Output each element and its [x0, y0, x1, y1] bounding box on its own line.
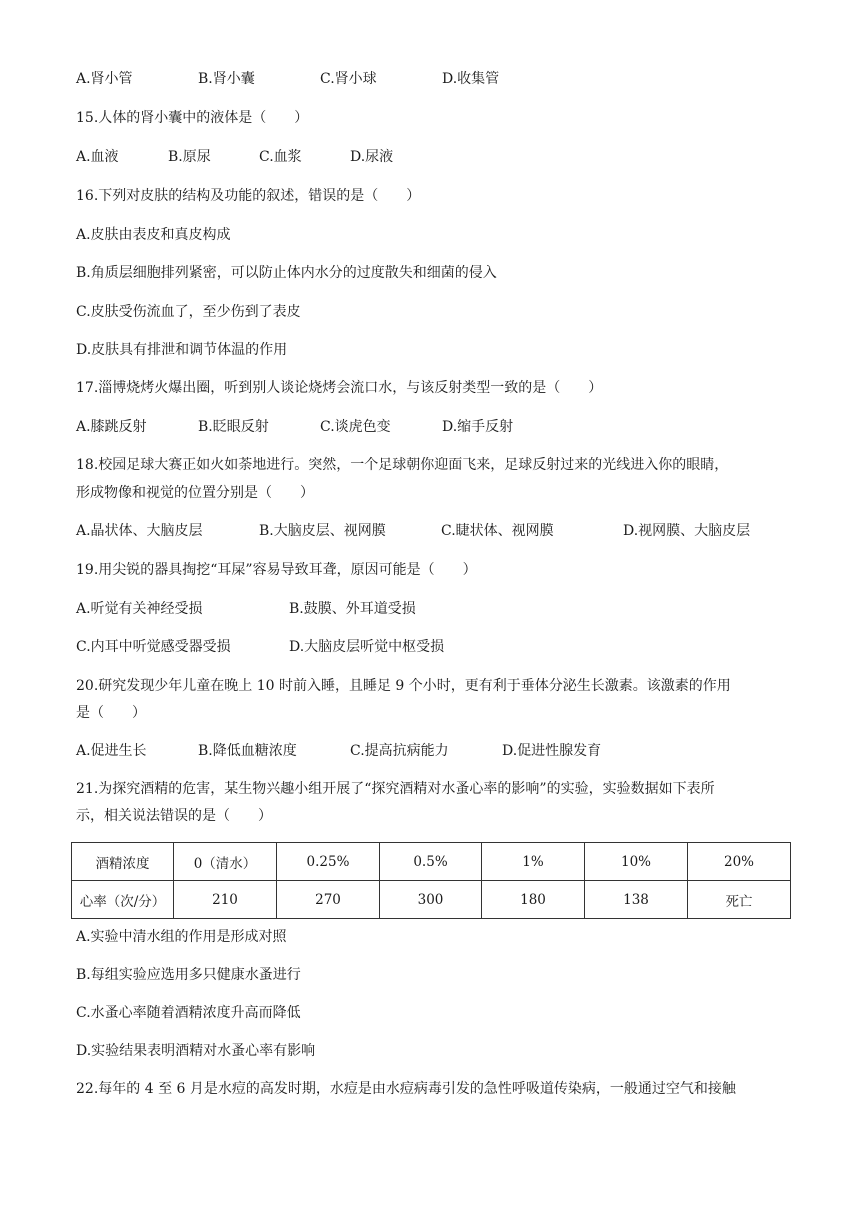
- q16-stem: 16.下列对皮肤的结构及功能的叙述，错误的是（ ）: [76, 188, 421, 204]
- table-cell: 20%: [688, 843, 791, 881]
- q16-option-b: B.角质层细胞排列紧密，可以防止体内水分的过度散失和细菌的侵入: [76, 265, 497, 281]
- q15-option-b: B.原尿: [168, 149, 211, 165]
- q19-option-b: B.鼓膜、外耳道受损: [289, 601, 416, 617]
- q18-option-b: B.大脑皮层、视网膜: [259, 523, 386, 539]
- q18-option-a: A.晶状体、大脑皮层: [76, 523, 203, 539]
- q14-option-a: A.肾小管: [76, 71, 133, 87]
- q18-option-c: C.睫状体、视网膜: [441, 523, 554, 539]
- q21-stem-line2: 示，相关说法错误的是（ ）: [76, 808, 272, 824]
- q20-option-b: B.降低血糖浓度: [198, 743, 297, 759]
- q19-option-c: C.内耳中听觉感受器受损: [76, 639, 231, 655]
- table-cell: 138: [585, 881, 688, 919]
- q17-option-d: D.缩手反射: [442, 419, 514, 435]
- q21-option-b: B.每组实验应选用多只健康水蚤进行: [76, 967, 301, 983]
- q14-option-d: D.收集管: [442, 71, 500, 87]
- q19-option-d: D.大脑皮层听觉中枢受损: [289, 639, 445, 655]
- q15-stem: 15.人体的肾小囊中的液体是（ ）: [76, 110, 309, 126]
- q18-stem-line2: 形成物像和视觉的位置分别是（ ）: [76, 485, 314, 501]
- q16-option-a: A.皮肤由表皮和真皮构成: [76, 227, 231, 243]
- q14-option-b: B.肾小囊: [198, 71, 255, 87]
- q17-option-c: C.谈虎色变: [320, 419, 391, 435]
- table-cell: 210: [174, 881, 277, 919]
- q20-stem-line2: 是（ ）: [76, 705, 146, 721]
- q21-option-c: C.水蚤心率随着酒精浓度升高而降低: [76, 1005, 301, 1021]
- table-cell: 死亡: [688, 881, 791, 919]
- table-cell: 0.5%: [380, 843, 482, 881]
- q18-option-d: D.视网膜、大脑皮层: [623, 523, 751, 539]
- q20-option-d: D.促进性腺发育: [502, 743, 602, 759]
- table-row: [72, 881, 791, 919]
- table-cell: 180: [482, 881, 585, 919]
- q16-option-d: D.皮肤具有排泄和调节体温的作用: [76, 342, 288, 358]
- table-cell: 1%: [482, 843, 585, 881]
- q20-option-c: C.提高抗病能力: [350, 743, 449, 759]
- alcohol-heart-rate-table: [71, 842, 791, 919]
- q21-option-d: D.实验结果表明酒精对水蚤心率有影响: [76, 1043, 316, 1059]
- q17-stem: 17.淄博烧烤火爆出圈，听到别人谈论烧烤会流口水，与该反射类型一致的是（ ）: [76, 380, 603, 396]
- q21-stem-line1: 21.为探究酒精的危害，某生物兴趣小组开展了“探究酒精对水蚤心率的影响”的实验，实验数据如下表所: [76, 781, 715, 797]
- table-cell: 10%: [585, 843, 688, 881]
- q20-option-a: A.促进生长: [76, 743, 147, 759]
- q15-option-d: D.尿液: [350, 149, 394, 165]
- q14-option-c: C.肾小球: [320, 71, 377, 87]
- q21-option-a: A.实验中清水组的作用是形成对照: [76, 929, 287, 945]
- table-cell: 酒精浓度: [72, 843, 174, 881]
- q19-stem: 19.用尖锐的器具掏挖“耳屎”容易导致耳聋，原因可能是（ ）: [76, 562, 477, 578]
- table-row: [72, 843, 791, 881]
- q15-option-c: C.血浆: [259, 149, 302, 165]
- q15-option-a: A.血液: [76, 149, 119, 165]
- q19-option-a: A.听觉有关神经受损: [76, 601, 203, 617]
- table-cell: 270: [277, 881, 380, 919]
- q16-option-c: C.皮肤受伤流血了，至少伤到了表皮: [76, 304, 301, 320]
- q17-option-b: B.眨眼反射: [198, 419, 269, 435]
- q18-stem-line1: 18.校园足球大赛正如火如荼地进行。突然，一个足球朝你迎面飞来，足球反射过来的光线进入你的眼睛，: [76, 457, 729, 473]
- table-cell: 0（清水）: [174, 843, 277, 881]
- table-cell: 300: [380, 881, 482, 919]
- table-cell: 0.25%: [277, 843, 380, 881]
- q20-stem-line1: 20.研究发现少年儿童在晚上 10 时前入睡，且睡足 9 个小时，更有利于垂体分泌生长激素。该激素的作用: [76, 678, 731, 694]
- table-cell: 心率（次/分）: [72, 881, 174, 919]
- q22-stem-line1: 22.每年的 4 至 6 月是水痘的高发时期，水痘是由水痘病毒引发的急性呼吸道传染病，一般通过空气和接触: [76, 1081, 736, 1097]
- q17-option-a: A.膝跳反射: [76, 419, 147, 435]
